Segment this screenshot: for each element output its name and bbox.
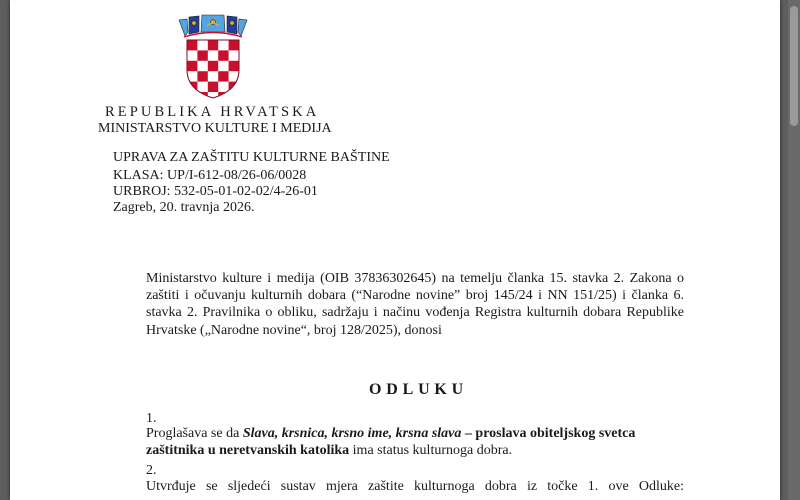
item-1-text-end: ima status kulturnoga dobra.	[349, 443, 513, 458]
item-1-text-start: Proglašava se da	[146, 426, 243, 441]
coat-shield	[187, 40, 239, 100]
ministry-heading: MINISTARSTVO KULTURE I MEDIJA	[98, 121, 332, 136]
department-name: UPRAVA ZA ZAŠTITU KULTURNE BAŠTINE	[113, 150, 390, 165]
place-date: Zagreb, 20. travnja 2026.	[113, 200, 255, 215]
vertical-scrollbar[interactable]	[788, 0, 800, 500]
coat-of-arms-icon	[173, 10, 253, 100]
item-1-bold-description: – proslava obiteljskog svetca zaštitnika u neretvanskih katolika	[146, 426, 636, 458]
coat-crown	[179, 15, 247, 37]
item-text-1	[146, 425, 684, 459]
item-number-2: 2.	[146, 463, 157, 478]
klasa-reference: KLASA: UP/I-612-08/26-06/0028	[113, 168, 307, 183]
decision-title: ODLUKU	[369, 381, 469, 398]
intro-paragraph: Ministarstvo kulture i medija (OIB 37836302645) na temelju članka 15. stavka 2. Zakona o zaštiti i očuvanju kulturnih dobara (“Narodne novine” broj 145/24 i NN 151/25) i članka 6. stavka 2. Pravilnika o obliku, sadržaju i načinu vođenja Registra kulturnih dobara Republike Hrvatske („Narodne novine“, broj 128/2025), donosi	[146, 271, 684, 338]
item-number-1: 1.	[146, 411, 157, 426]
document-page	[10, 0, 780, 500]
item-1-heritage-name: Slava, krsnica, krsno ime, krsna slava	[242, 426, 462, 441]
scrollbar-thumb[interactable]	[790, 6, 798, 126]
item-text-2: Utvrđuje se sljedeći sustav mjera zaštite kulturnoga dobra iz točke 1. ove Odluke:	[146, 479, 684, 494]
republic-heading: REPUBLIKA HRVATSKA	[105, 104, 320, 120]
urbroj-reference: URBROJ: 532-05-01-02-02/4-26-01	[113, 184, 318, 199]
